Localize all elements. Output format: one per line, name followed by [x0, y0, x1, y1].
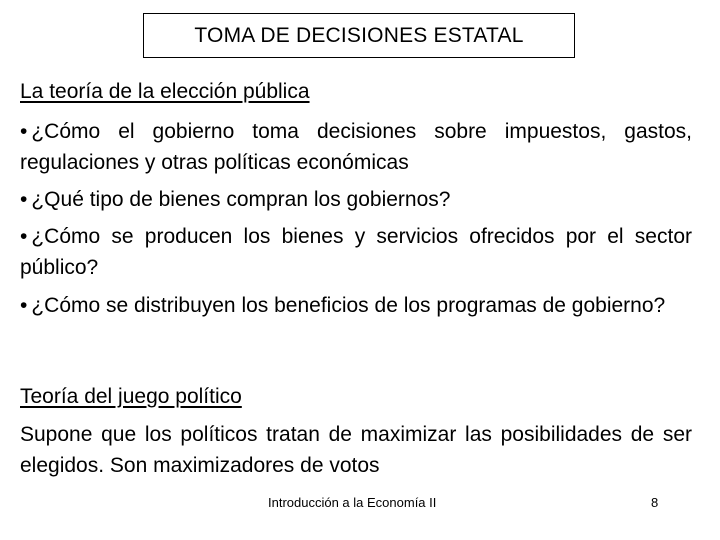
section-heading-public-choice: La teoría de la elección pública [20, 80, 310, 103]
bullet-text: ¿Qué tipo de bienes compran los gobiernos? [31, 188, 451, 211]
bullet-text: ¿Cómo se distribuyen los beneficios de los programas de gobierno? [31, 294, 666, 317]
bullet-text: ¿Cómo el gobierno toma decisiones sobre impuestos, gastos, regulaciones y otras políticas económicas [20, 120, 692, 174]
bullet-symbol: • [20, 120, 28, 143]
footer-course: Introducción a la Economía II [268, 495, 437, 510]
slide-title: TOMA DE DECISIONES ESTATAL [194, 23, 524, 47]
bullet-symbol: • [20, 225, 28, 248]
slide-title-box [143, 13, 575, 58]
bullet-text: ¿Cómo se producen los bienes y servicios ofrecidos por el sector público? [20, 225, 692, 279]
bullet-item [20, 184, 692, 215]
paragraph-political-game: Supone que los políticos tratan de maximizar las posibilidades de ser elegidos. Son maximizadores de votos [20, 423, 692, 477]
bullet-item [20, 221, 692, 283]
bullet-item [20, 116, 692, 178]
bullet-item [20, 290, 692, 321]
bullet-symbol: • [20, 188, 28, 211]
section-heading-political-game: Teoría del juego político [20, 385, 242, 408]
bullet-symbol: • [20, 294, 28, 317]
footer-page-number: 8 [651, 495, 659, 510]
